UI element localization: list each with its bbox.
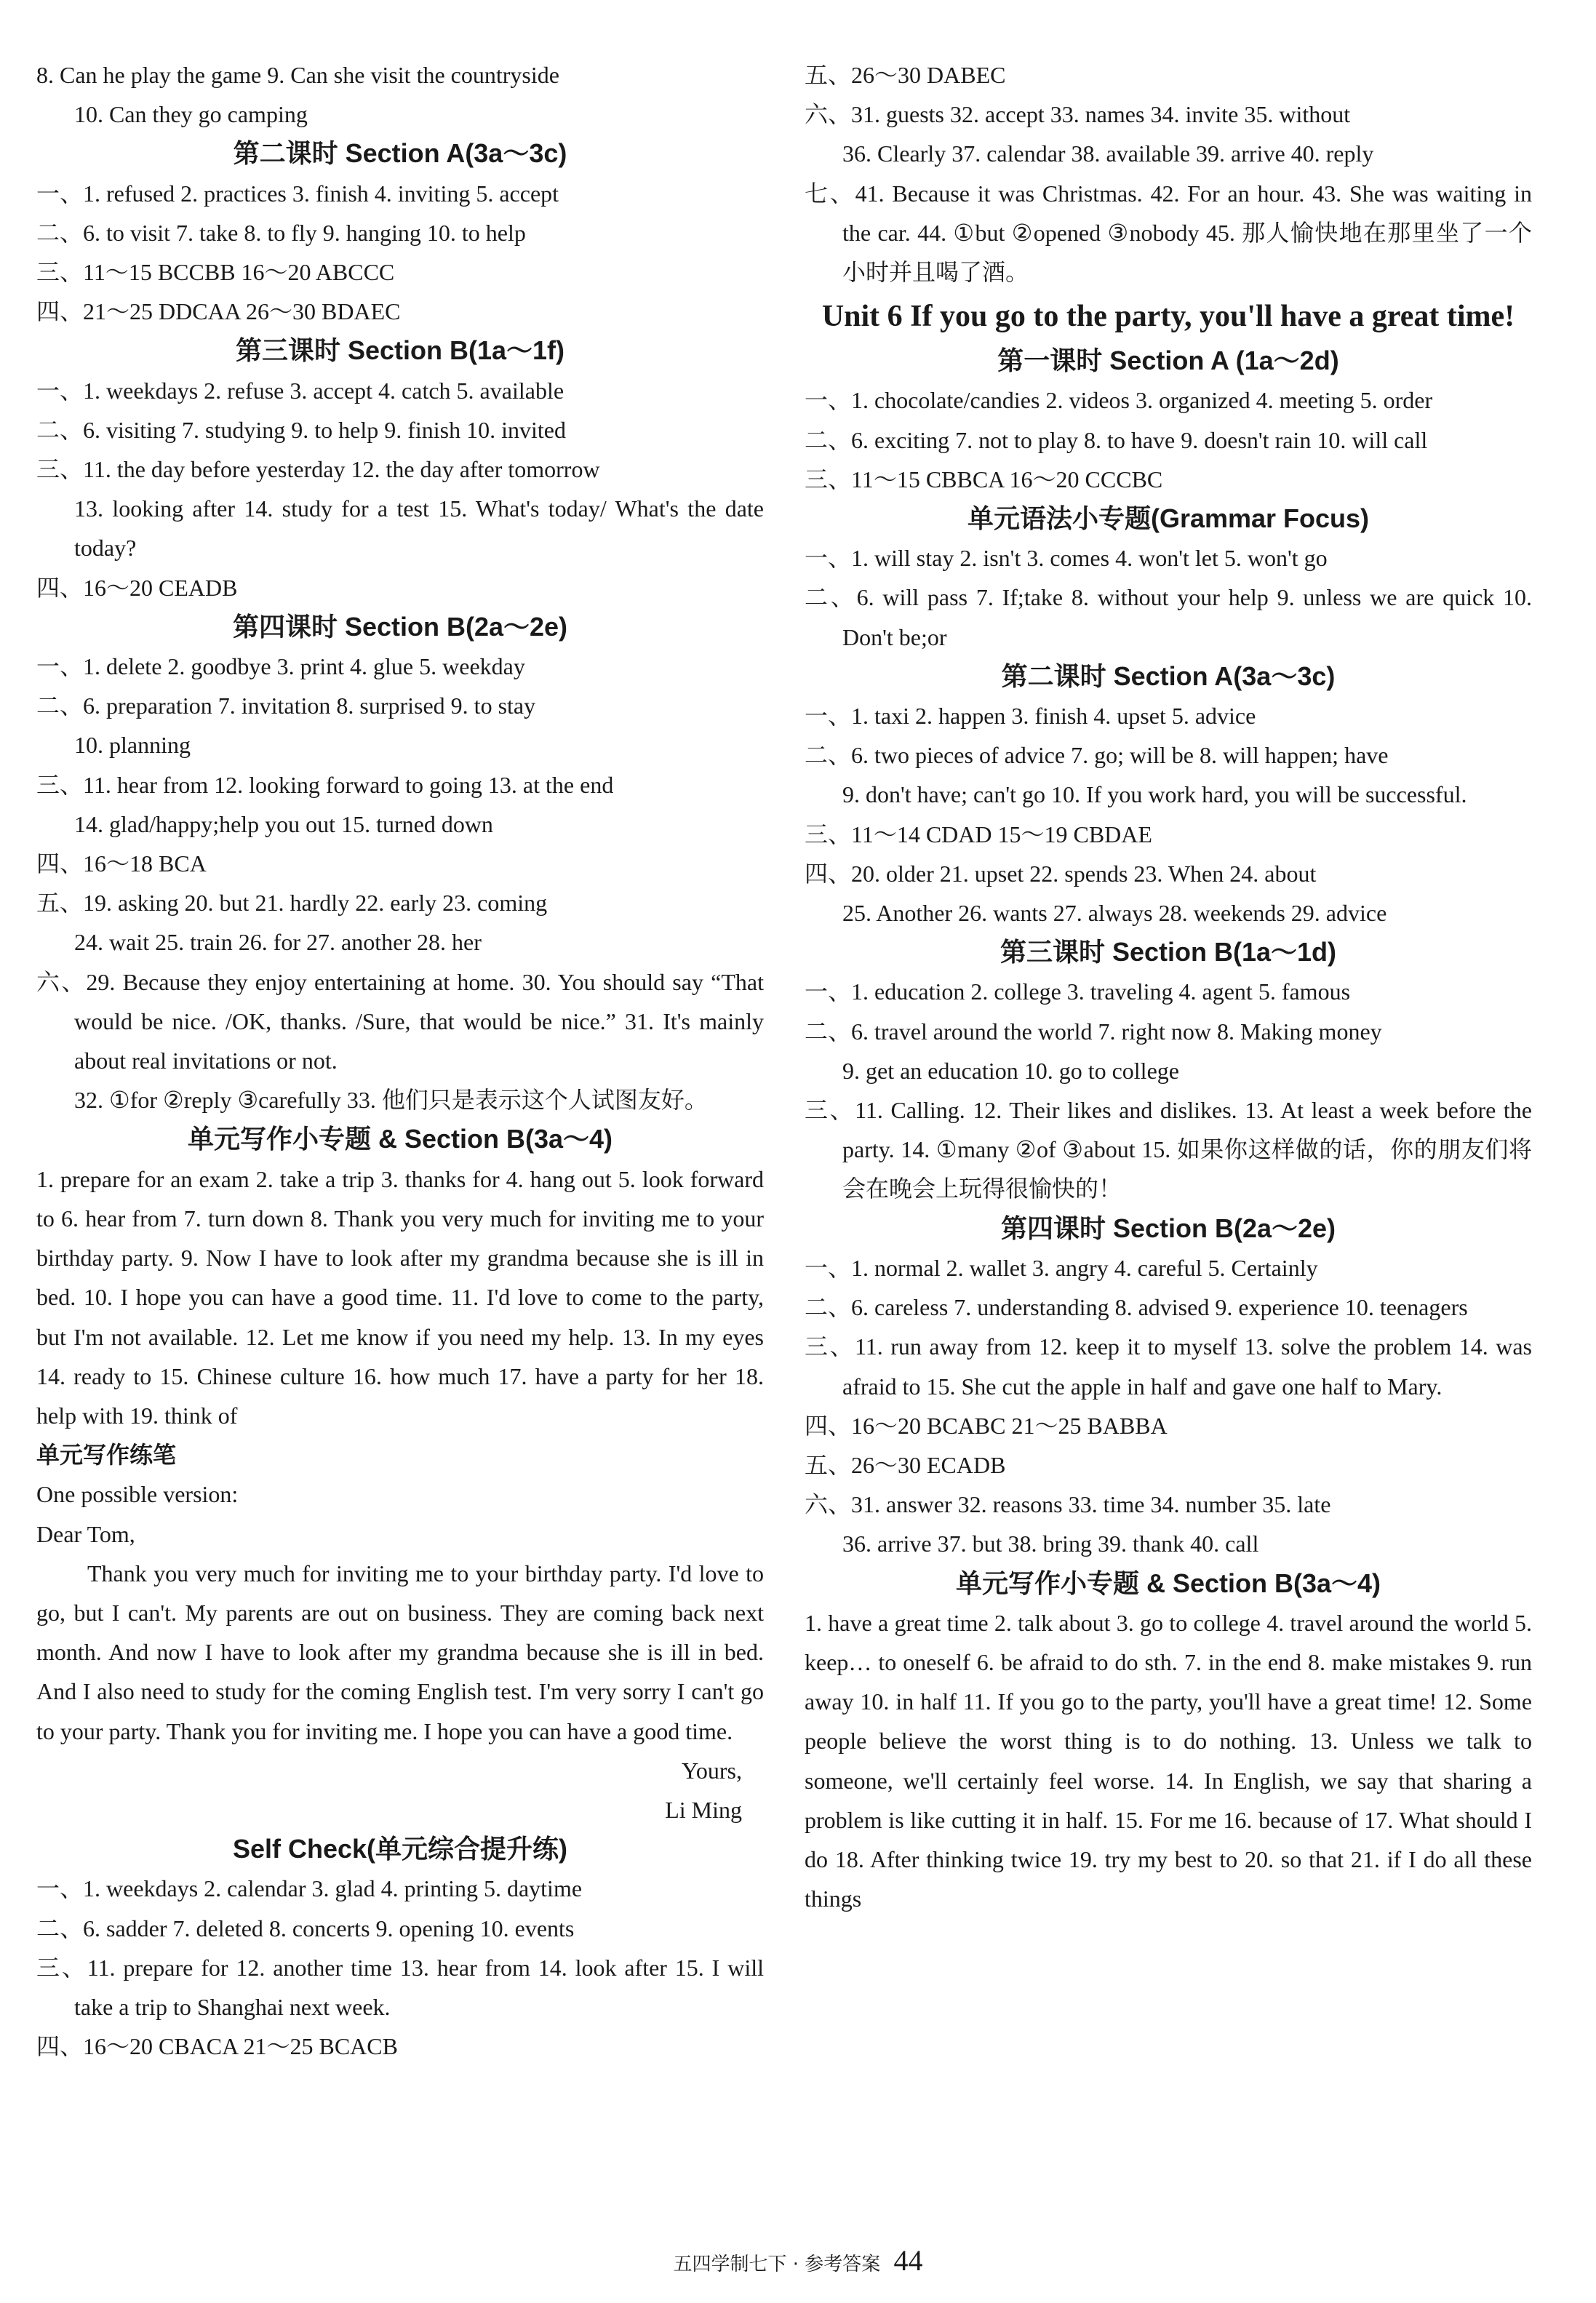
answer-line: 36. arrive 37. but 38. bring 39. thank 40. call: [842, 1530, 1259, 1557]
answer-line: 一、1. weekdays 2. calendar 3. glad 4. printing 5. daytime: [36, 1875, 583, 1902]
answer-line: 一、1. will stay 2. isn't 3. comes 4. won't let 5. won't go: [805, 545, 1328, 572]
answer-line: 四、16～20 CEADB: [36, 574, 238, 601]
answer-line: 8. Can he play the game 9. Can she visit the countryside: [36, 62, 559, 88]
answer-line: 三、11. the day before yesterday 12. the day after tomorrow: [36, 456, 600, 483]
answer-line: 四、20. older 21. upset 22. spends 23. When 24. about: [805, 860, 1317, 887]
answer-line: 二、6. travel around the world 7. right now 8. Making money: [805, 1018, 1382, 1045]
letter-body: Thank you very much for inviting me to your birthday party. I'd love to go, but I can't. My parents are out on business. They are coming back next month. And now I have to look after my grandma because she is ill in bed. And I also need to study for the coming English test. I'm very sorry I can't go to your party. Thank you for inviting me. I hope you can have a good time.: [36, 1560, 764, 1744]
left-column: [36, 55, 764, 2066]
page-number: 44: [893, 2244, 923, 2277]
section-heading: 第一课时 Section A (1a～2d): [997, 346, 1339, 376]
signature-line: Yours,: [681, 1757, 742, 1784]
section-heading: Self Check(单元综合提升练): [232, 1834, 568, 1864]
answer-line: 二、6. visiting 7. studying 9. to help 9. finish 10. invited: [36, 416, 567, 443]
answer-line: 三、11. Calling. 12. Their likes and dislikes. 13. At least a week before the party. 14. ①many ②of ③about 15. 如果你这样做的话，你的朋友们将会在晚会上玩得很愉快的！: [805, 1097, 1532, 1202]
answer-line: 三、11. prepare for 12. another time 13. hear from 14. look after 15. I will take a trip to Shanghai next week.: [36, 1954, 764, 2020]
answer-line: 七、41. Because it was Christmas. 42. For an hour. 43. She was waiting in the car. 44. ①but ②opened ③nobody 45. 那人愉快地在那里坐了一个小时并且喝了酒。: [805, 180, 1532, 286]
answer-line: 三、11. run away from 12. keep it to myself 13. solve the problem 14. was afraid to 15. She cut the apple in half and gave one half to Mary.: [805, 1333, 1532, 1400]
answer-line: 二、6. preparation 7. invitation 8. surprised 9. to stay: [36, 693, 536, 719]
answer-line: 25. Another 26. wants 27. always 28. weekends 29. advice: [842, 900, 1387, 927]
answer-line: 四、16～20 CBACA 21～25 BCACB: [36, 2033, 398, 2060]
answer-line: One possible version:: [36, 1481, 239, 1508]
section-heading: 单元写作小专题 & Section B(3a～4): [187, 1124, 613, 1154]
answer-line: 36. Clearly 37. calendar 38. available 39. arrive 40. reply: [842, 140, 1374, 167]
subheading: 单元写作练笔: [36, 1442, 177, 1469]
answer-line: 一、1. weekdays 2. refuse 3. accept 4. catch 5. available: [36, 377, 564, 404]
answer-line: 五、26～30 ECADB: [805, 1451, 1006, 1478]
answer-line: 一、1. delete 2. goodbye 3. print 4. glue 5. weekday: [36, 653, 525, 680]
section-heading: 第二课时 Section A(3a～3c): [1001, 660, 1336, 691]
right-column: [805, 55, 1532, 1918]
answer-line: 二、6. careless 7. understanding 8. advised 9. experience 10. teenagers: [805, 1294, 1468, 1321]
answer-line: 三、11～14 CDAD 15～19 CBDAE: [805, 821, 1152, 847]
answer-line: 一、1. normal 2. wallet 3. angry 4. careful 5. Certainly: [805, 1254, 1318, 1281]
answer-line: 四、16～18 BCA: [36, 850, 207, 877]
section-heading: 单元语法小专题(Grammar Focus): [967, 503, 1370, 534]
answer-line: 五、19. asking 20. but 21. hardly 22. early 23. coming: [36, 890, 548, 917]
page-footer: [0, 2243, 1596, 2278]
answer-line: 10. Can they go camping: [74, 101, 308, 128]
answer-line: 三、11～15 BCCBB 16～20 ABCCC: [36, 259, 395, 286]
footer-label: 五四学制七下 · 参考答案: [673, 2254, 881, 2275]
section-heading: 单元写作小专题 & Section B(3a～4): [955, 1568, 1381, 1598]
section-heading: 第三课时 Section B(1a～1f): [235, 335, 565, 366]
section-heading: 第二课时 Section A(3a～3c): [233, 138, 567, 169]
section-heading: 第四课时 Section B(2a～2e): [1000, 1213, 1336, 1243]
answer-line: 二、6. sadder 7. deleted 8. concerts 9. opening 10. events: [36, 1915, 575, 1941]
answer-line: 一、1. education 2. college 3. traveling 4. agent 5. famous: [805, 978, 1351, 1005]
answer-line: 9. get an education 10. go to college: [842, 1057, 1179, 1084]
answer-line: 32. ①for ②reply ③carefully 33. 他们只是表示这个人试图友好。: [74, 1087, 708, 1114]
answer-line: 三、11. hear from 12. looking forward to going 13. at the end: [36, 771, 614, 798]
answer-line: 六、29. Because they enjoy entertaining at home. 30. You should say “That would be nice. /OK, thanks. /Sure, that would be nice.” 31. It's mainly about real invitations or not.: [36, 968, 764, 1074]
signature-line: Li Ming: [665, 1796, 742, 1823]
section-heading: 第四课时 Section B(2a～2e): [232, 611, 568, 642]
answer-line: 1. have a great time 2. talk about 3. go to college 4. travel around the world 5. keep… to oneself 6. be afraid to do sth. 7. in the end 8. make mistakes 9. run away 10. in half 11. If you go to the party, you'll have a great time! 12. Some people believe the worst thing is to do nothing. 13. Unless we talk to someone, we'll certainly feel worse. 14. In English, we say that sharing a problem is like cutting it in half. 15. For me 16. because of 17. What should I do 18. After thinking twice 19. try my best to 20. so that 21. if I do all these things: [805, 1609, 1532, 1912]
answer-line: 二、6. will pass 7. If;take 8. without your help 9. unless we are quick 10. Don't be;or: [805, 584, 1532, 650]
answer-line: 二、6. to visit 7. take 8. to fly 9. hanging 10. to help: [36, 219, 526, 246]
answer-line: 五、26～30 DABEC: [805, 62, 1006, 88]
answer-line: 14. glad/happy;help you out 15. turned down: [74, 810, 493, 837]
answer-line: 四、21～25 DDCAA 26～30 BDAEC: [36, 298, 401, 325]
answer-line: 1. prepare for an exam 2. take a trip 3. thanks for 4. hang out 5. look forward to 6. hear from 7. turn down 8. Thank you very much for inviting me to your birthday party. 9. Now I have to look after my grandma because she is ill in bed. 10. I hope you can have a good time. 11. I'd love to come to the party, but I'm not available. 12. Let me know if you need my help. 13. In my eyes 14. ready to 15. Chinese culture 16. how much 17. have a party for her 18. help with 19. think of: [36, 1165, 764, 1429]
answer-line: Dear Tom,: [36, 1520, 135, 1547]
answer-line: 四、16～20 BCABC 21～25 BABBA: [805, 1412, 1168, 1439]
answer-line: 13. looking after 14. study for a test 15. What's today/ What's the date today?: [74, 495, 764, 562]
unit-title: Unit 6 If you go to the party, you'll have a great time!: [821, 300, 1515, 334]
section-heading: 第三课时 Section B(1a～1d): [1000, 937, 1337, 967]
answer-line: 三、11～15 CBBCA 16～20 CCCBC: [805, 466, 1163, 492]
answer-line: 一、1. taxi 2. happen 3. finish 4. upset 5. advice: [805, 703, 1256, 730]
answer-line: 六、31. answer 32. reasons 33. time 34. number 35. late: [805, 1491, 1331, 1518]
answer-line: 10. planning: [74, 732, 191, 759]
answer-line: 24. wait 25. train 26. for 27. another 28. her: [74, 929, 482, 956]
answer-line: 二、6. exciting 7. not to play 8. to have 9. doesn't rain 10. will call: [805, 426, 1428, 453]
answer-line: 六、31. guests 32. accept 33. names 34. invite 35. without: [805, 101, 1351, 128]
answer-line: 9. don't have; can't go 10. If you work hard, you will be successful.: [842, 781, 1467, 808]
answer-line: 一、1. chocolate/candies 2. videos 3. organized 4. meeting 5. order: [805, 387, 1433, 414]
answer-line: 二、6. two pieces of advice 7. go; will be 8. will happen; have: [805, 742, 1389, 769]
answer-line: 一、1. refused 2. practices 3. finish 4. inviting 5. accept: [36, 180, 559, 207]
